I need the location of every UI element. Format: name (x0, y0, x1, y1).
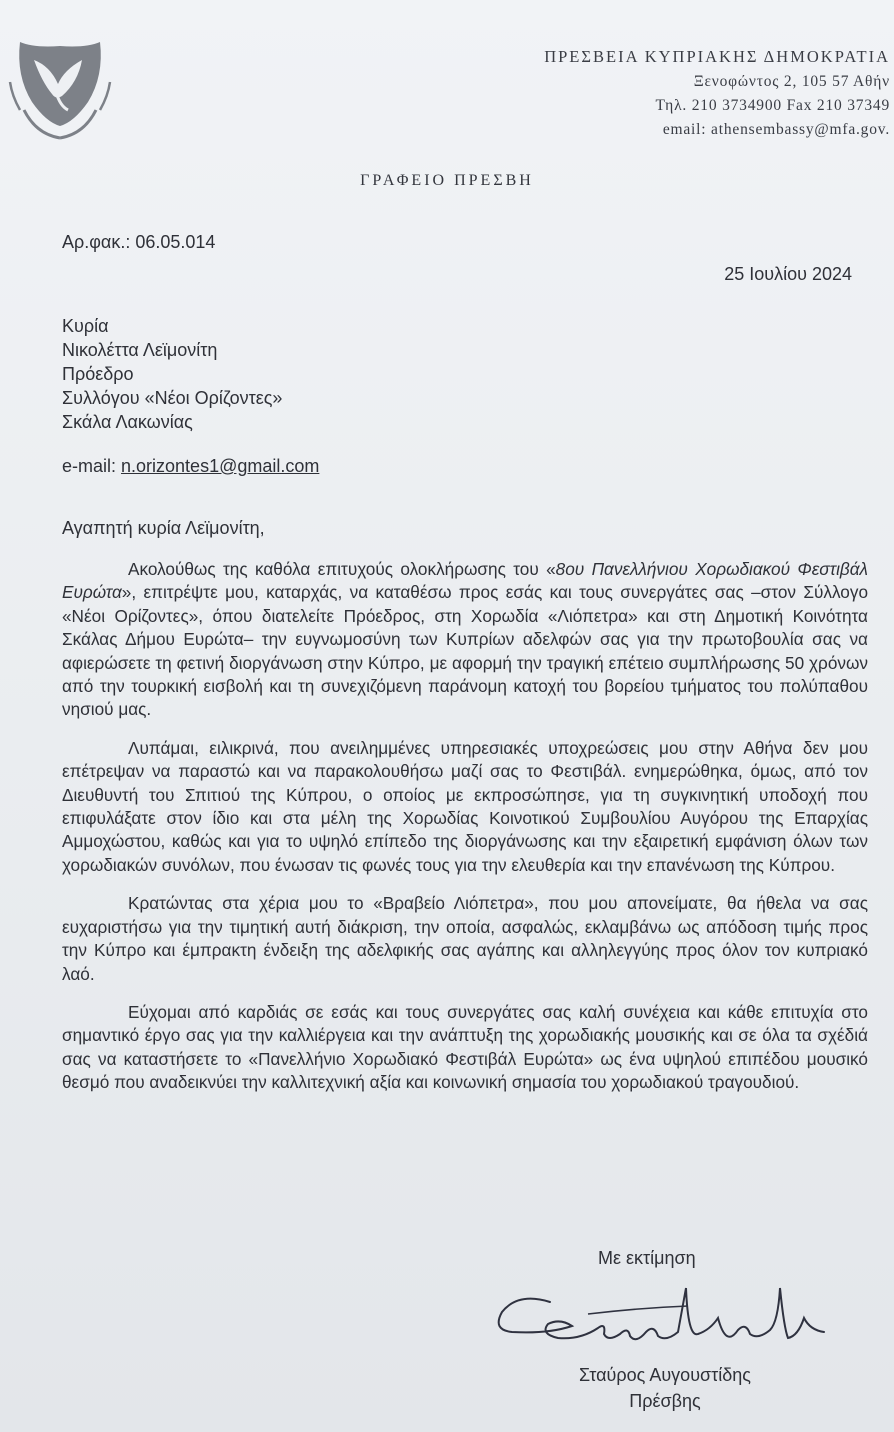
letterhead-address: Ξενοφώντος 2, 105 57 Αθήν (693, 73, 890, 90)
recipient-block (62, 314, 282, 434)
letterhead-phone-fax: Τηλ. 210 3734900 Fax 210 37349 (655, 97, 890, 114)
recipient-line: Σκάλα Λακωνίας (62, 412, 193, 432)
handwritten-signature (488, 1278, 828, 1370)
recipient-email (62, 456, 319, 477)
closing: Με εκτίμηση (598, 1248, 696, 1268)
body-paragraph: Λυπάμαι, ειλικρινά, που ανειλημμένες υπηρεσιακές υποχρεώσεις μου στην Αθήνα δεν μου επέτρεψαν να παραστώ και να παρακολουθήσω μαζί σας το Φεστιβάλ. ενημερώθηκα, όμως, από τον Διευθυντή του Σπιτιού της Κύπρου, ο οποίος με εκπροσώπησε, για τη συγκινητική υποδοχή που επιφυλάξατε στον ίδιο και στα μέλη της Χορωδίας Κοινοτικού Συμβουλίου Αυγόρου της Επαρχίας Αμμοχώστου, καθώς και για το υψηλό επίπεδο της διοργάνωσης και την εξαιρετική εμφάνιση όλων των χορωδιακών συνόλων, που ένωσαν τις φωνές τους για την ελευθερία και την επανένωση της Κύπρου. (62, 737, 868, 875)
body-paragraph: Εύχομαι από καρδιάς σε εσάς και τους συνεργάτες σας καλή συνέχεια και κάθε επιτυχία στο σημαντικό έργο σας για την καλλιέργεια και την ανάπτυξη της χορωδιακής μουσικής και σε όλα τα σχέδιά σας να καταστήσετε το «Πανελλήνιο Χορωδιακό Φεστιβάλ Ευρώτα» ως ένα υψηλού επιπέδου μουσικό θεσμό που αναδεικνύει την καλλιτεχνική αξία και κοινωνική σημασία του χορωδιακού τραγουδιού. (62, 1001, 868, 1093)
signer-name: Σταύρος Αυγουστίδης (579, 1365, 751, 1385)
email-link[interactable]: n.orizontes1@gmail.com (121, 456, 320, 476)
office-heading: ΓΡΑΦΕΙΟ ΠΡΕΣΒΗ (360, 172, 534, 189)
letterhead (470, 44, 890, 142)
recipient-line: Συλλόγου «Νέοι Ορίζοντες» (62, 388, 283, 408)
cyprus-emblem-dove-icon (6, 26, 114, 144)
recipient-line: Νικολέττα Λεϊμονίτη (62, 340, 218, 360)
salutation: Αγαπητή κυρία Λεϊμονίτη, (62, 518, 265, 538)
signer-block (540, 1362, 790, 1414)
letter-body (62, 558, 868, 1110)
reference-number: Αρ.φακ.: 06.05.014 (62, 232, 216, 252)
signer-title: Πρέσβης (629, 1391, 701, 1411)
body-paragraph: Ακολούθως της καθόλα επιτυχούς ολοκλήρωσης του «8ου Πανελλήνιου Χορωδιακού Φεστιβάλ Ευρώτα», επιτρέψτε μου, καταρχάς, να καταθέσω προς εσάς και τους συνεργάτες σας –στον Σύλλογο «Νέοι Ορίζοντες», όπου διατελείτε Πρόεδρος, στη Χορωδία «Λιόπετρα» και στη Δημοτική Κοινότητα Σκάλας Δήμου Ευρώτα– την ευγνωμοσύνη των Κυπρίων αδελφών σας για την πρωτοβουλία σας να αφιερώσετε τη φετινή διοργάνωση στην Κύπρο, με αφορμή την τραγική επέτειο συμπλήρωσης 50 χρόνων από την τουρκική εισβολή και τη συνεχιζόμενη παράνομη κατοχή του βορείου τμήματος του πολύπαθου νησιού μας. (62, 559, 868, 720)
letterhead-email: email: athensembassy@mfa.gov. (662, 121, 890, 138)
letterhead-organization: ΠΡΕΣΒΕΙΑ ΚΥΠΡΙΑΚΗΣ ΔΗΜΟΚΡΑΤΙΑ (544, 47, 890, 66)
recipient-line: Πρόεδρο (62, 364, 134, 384)
letter-date: 25 Ιουλίου 2024 (724, 264, 852, 284)
recipient-line: Κυρία (62, 316, 109, 336)
email-label: e-mail: (62, 456, 122, 476)
body-paragraph: Κρατώντας στα χέρια μου το «Βραβείο Λιόπετρα», που μου απονείματε, θα ήθελα να σας ευχαριστήσω για την τιμητική αυτή διάκριση, την οποία, ασφαλώς, εκλαμβάνω ως απόδοση τιμής προς την Κύπρο και έμπρακτη ένδειξη της αδελφικής σας αγάπης και αλληλεγγύης προς όλον τον κυπριακό λαό. (62, 893, 868, 984)
festival-title: 8ου Πανελλήνιου Χορωδιακού Φεστιβάλ Ευρώτα (62, 559, 868, 603)
